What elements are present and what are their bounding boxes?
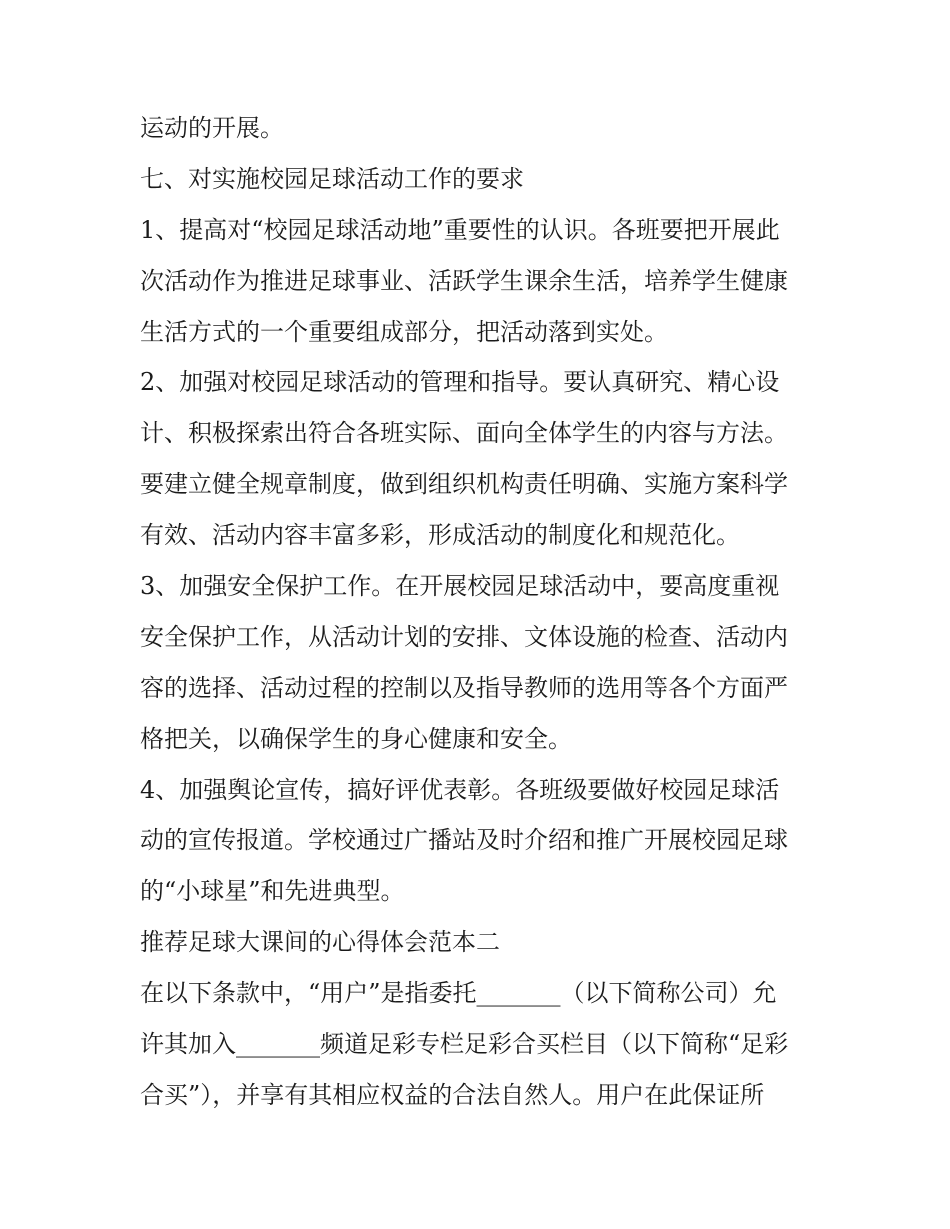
text-line: 容的选择、活动过程的控制以及指导教师的选用等各个方面严 xyxy=(140,673,788,702)
text-line: 有效、活动内容丰富多彩，形成活动的制度化和规范化。 xyxy=(140,521,740,550)
text-line: 在以下条款中，“用户”是指委托_______（以下简称公司）允 xyxy=(140,979,777,1008)
text-line: 的“小球星”和先进典型。 xyxy=(140,877,405,906)
text-line: 合买”），并享有其相应权益的合法自然人。用户在此保证所 xyxy=(140,1080,765,1109)
text-line: 1、提高对“校园足球活动地”重要性的认识。各班要把开展此 xyxy=(140,215,780,244)
text-line: 许其加入_______频道足彩专栏足彩合买栏目（以下简称“足彩 xyxy=(140,1030,789,1059)
text-line: 2、加强对校园足球活动的管理和指导。要认真研究、精心设 xyxy=(140,368,780,397)
section-heading: 七、对实施校园足球活动工作的要求 xyxy=(140,164,524,193)
text-line: 计、积极探索出符合各班实际、面向全体学生的内容与方法。 xyxy=(140,419,788,448)
text-line: 次活动作为推进足球事业、活跃学生课余生活，培养学生健康 xyxy=(140,266,788,295)
text-line: 运动的开展。 xyxy=(140,114,284,142)
document-body xyxy=(140,103,820,1121)
text-line: 生活方式的一个重要组成部分，把活动落到实处。 xyxy=(140,317,668,346)
text-line: 4、加强舆论宣传，搞好评优表彰。各班级要做好校园足球活 xyxy=(140,775,780,804)
section-heading: 推荐足球大课间的心得体会范本二 xyxy=(140,928,500,957)
text-line: 动的宣传报道。学校通过广播站及时介绍和推广开展校园足球 xyxy=(140,826,788,855)
text-line: 要建立健全规章制度，做到组织机构责任明确、实施方案科学 xyxy=(140,470,788,499)
text-line: 3、加强安全保护工作。在开展校园足球活动中，要高度重视 xyxy=(140,572,780,601)
text-line: 安全保护工作，从活动计划的安排、文体设施的检查、活动内 xyxy=(140,622,788,651)
text-line: 格把关，以确保学生的身心健康和安全。 xyxy=(140,724,572,753)
